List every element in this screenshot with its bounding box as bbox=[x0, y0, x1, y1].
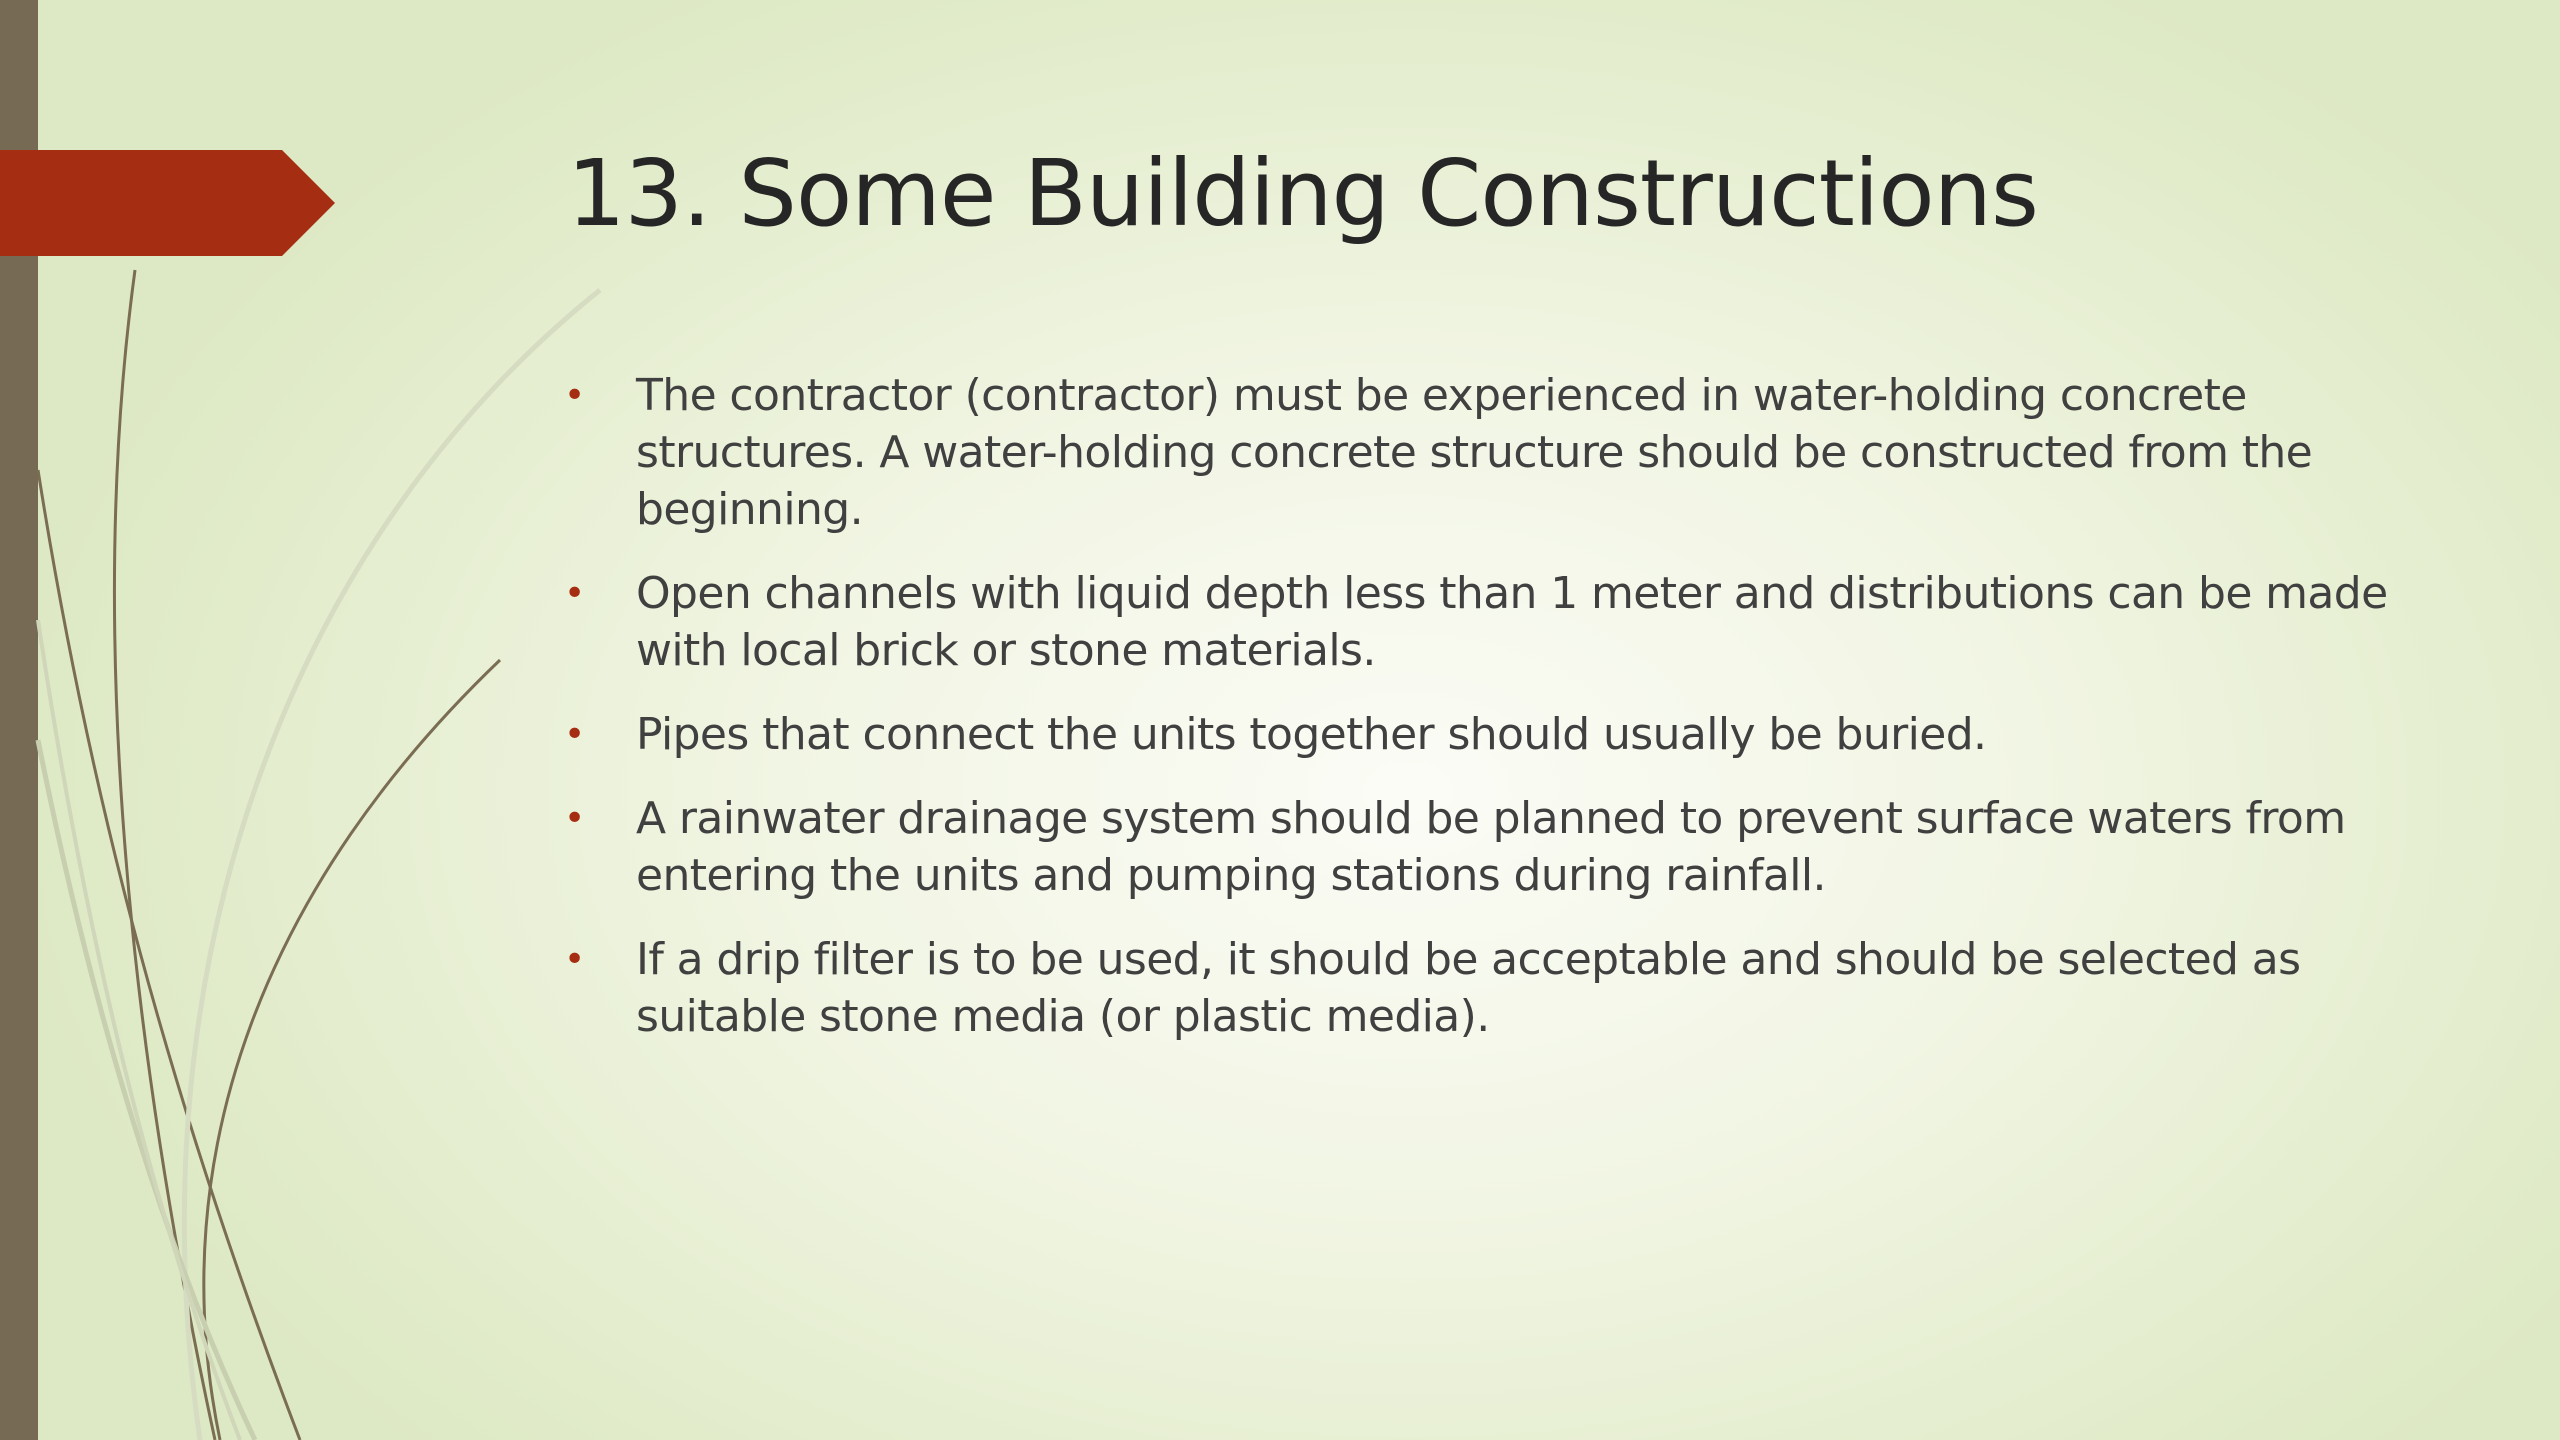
bullet-item bbox=[560, 565, 2410, 679]
bullet-dot: • bbox=[564, 939, 585, 980]
bullet-text: A rainwater drainage system should be planned to prevent surface waters from entering the units and pumping stations during rainfall. bbox=[636, 793, 2346, 901]
bullet-item bbox=[560, 790, 2410, 904]
bullet-text: Open channels with liquid depth less than 1 meter and distributions can be made with local brick or stone materials. bbox=[636, 568, 2388, 676]
bullet-item bbox=[560, 367, 2410, 538]
bullet-text: The contractor (contractor) must be experienced in water-holding concrete structures. A water-holding concrete structure should be constructed from the beginning. bbox=[636, 370, 2313, 535]
bullet-list bbox=[560, 367, 2410, 1072]
accent-arrow-shape bbox=[0, 150, 335, 256]
bullet-dot: • bbox=[564, 573, 585, 614]
bullet-item bbox=[560, 931, 2410, 1045]
bullet-text: If a drip filter is to be used, it should be acceptable and should be selected as suitable stone media (or plastic media). bbox=[636, 934, 2301, 1042]
bullet-dot: • bbox=[564, 714, 585, 755]
bullet-dot: • bbox=[564, 798, 585, 839]
bullet-text: Pipes that connect the units together should usually be buried. bbox=[636, 709, 1987, 760]
slide-title: 13. Some Building Constructions bbox=[567, 140, 2038, 247]
title-accent-arrow bbox=[0, 150, 335, 256]
bullet-dot: • bbox=[564, 375, 585, 416]
bullet-item bbox=[560, 706, 2410, 763]
